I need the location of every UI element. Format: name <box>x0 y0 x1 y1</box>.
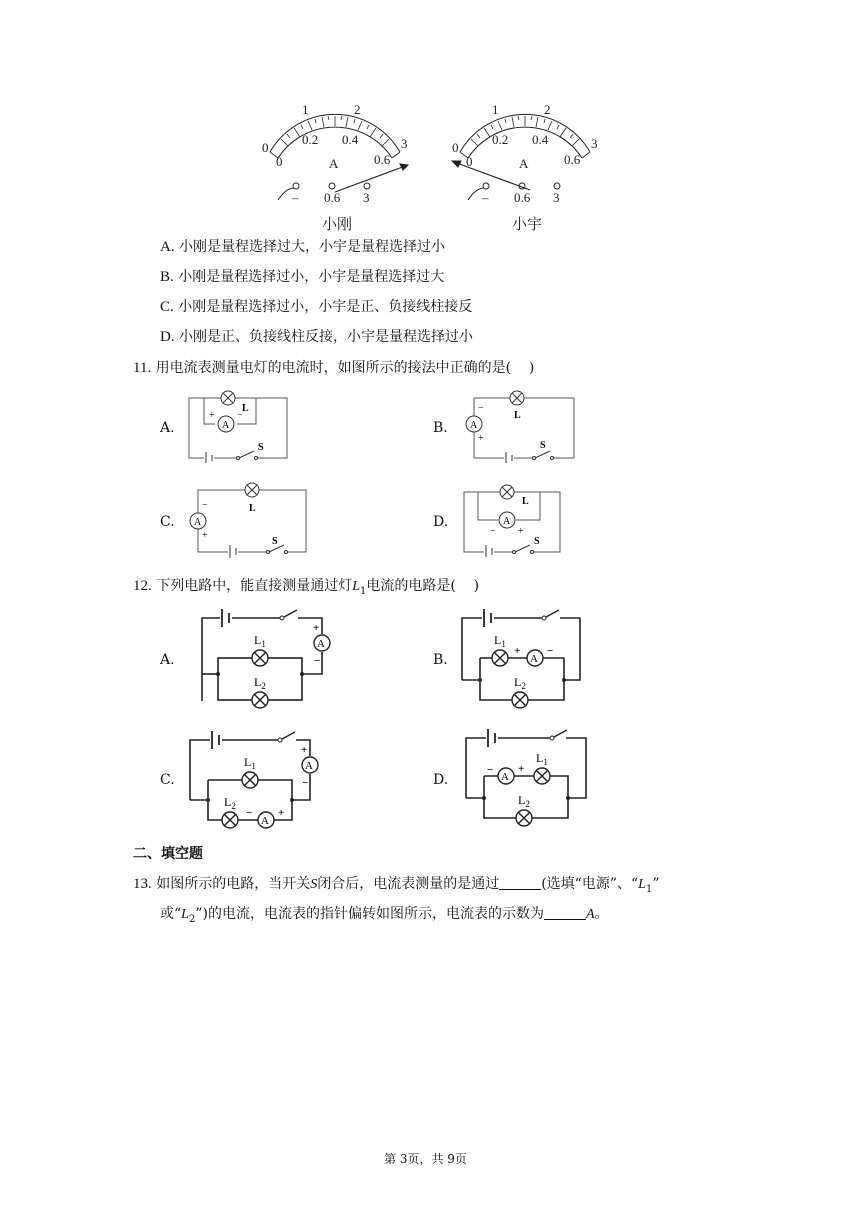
q11-letter-d[interactable]: D. <box>433 514 449 530</box>
q11-circuit-d <box>460 482 565 557</box>
q13-line-2 <box>160 905 609 929</box>
lamp-l1-icon <box>492 650 508 666</box>
right-end-0: 0 <box>452 140 459 155</box>
junction-dot <box>216 672 220 676</box>
plus-sign: + <box>518 526 524 537</box>
left-terminal-3: 3 <box>363 190 370 205</box>
left-inner-04: 0.4 <box>342 132 359 147</box>
l1-label: $L_1$ <box>494 633 506 649</box>
lamp-l2-icon <box>222 812 238 828</box>
left-terminal-06: 0.6 <box>324 190 341 205</box>
lamp-l2-icon <box>252 692 268 708</box>
ammeter-label: A <box>317 638 325 650</box>
q13-text-c: (选填“电源”、“ <box>541 876 639 892</box>
l1-label: $L_1$ <box>254 633 266 649</box>
q13-end: 。 <box>594 906 609 922</box>
q10-option-d-letter: D. <box>160 329 175 345</box>
switch-icon <box>532 451 554 462</box>
switch-icon <box>512 545 534 556</box>
q12-number: 12. <box>133 578 152 594</box>
plus-sign: + <box>518 763 525 775</box>
q13-l1-var: L <box>638 877 646 892</box>
right-end-3: 3 <box>591 136 598 151</box>
q13-text-e: 或“ <box>160 906 182 922</box>
battery-icon <box>504 452 514 463</box>
q12-letter-b[interactable]: B. <box>433 652 448 668</box>
q12-circuit-a <box>196 606 332 710</box>
minus-sign: − <box>237 410 243 421</box>
q12-stem-after: 电流的电路是( ) <box>366 578 480 594</box>
minus-sign: − <box>490 526 496 537</box>
left-meter-name: 小刚 <box>322 217 353 233</box>
right-scale-2: 2 <box>544 102 551 117</box>
lamp-l2-icon <box>516 810 532 826</box>
lamp-icon <box>245 483 259 497</box>
minus-sign: − <box>478 403 484 414</box>
q10-option-c-text: 小刚是量程选择过小，小宇是正、负接线柱接反 <box>178 299 473 315</box>
left-inner-06: 0.6 <box>374 152 391 167</box>
q10-option-c[interactable] <box>160 298 472 316</box>
q12-circuit-d <box>462 726 590 830</box>
q10-meters-figure <box>250 100 610 235</box>
left-scale-1: 1 <box>302 102 309 117</box>
q11-circuit-b <box>460 388 580 463</box>
l2-label: $L_2$ <box>518 793 530 809</box>
lamp-label: L <box>514 410 521 421</box>
l2-label: $L_2$ <box>224 795 236 811</box>
battery-icon <box>204 452 214 463</box>
left-scale-2: 2 <box>354 102 361 117</box>
switch-label: S <box>258 442 264 453</box>
l1-label: $L_1$ <box>536 751 548 767</box>
q11-number: 11. <box>133 360 152 376</box>
q10-option-b[interactable] <box>160 268 444 286</box>
q13-number: 13. <box>133 876 152 892</box>
q13-l1-sub: 1 <box>645 883 653 895</box>
right-terminal-neg: – <box>482 190 489 205</box>
right-unit: A <box>519 156 529 171</box>
q12-circuit-c <box>186 726 324 830</box>
page-footer: 第 3页，共 9页 <box>384 1152 467 1166</box>
minus-sign: − <box>202 500 208 511</box>
lamp-l2-icon <box>512 692 528 708</box>
switch-label: S <box>272 536 278 547</box>
q13-text-b: 闭合后，电流表测量的是通过 <box>317 876 500 892</box>
minus-sign: − <box>547 645 554 657</box>
q13-l2-var: L <box>181 907 189 922</box>
q13-unit: A <box>585 907 595 922</box>
left-end-0: 0 <box>262 140 269 155</box>
lamp-label: L <box>249 503 256 514</box>
junction-dot <box>482 796 486 800</box>
left-end-3: 3 <box>401 136 408 151</box>
q13-switch-var: S <box>310 877 318 892</box>
plus-sign: + <box>202 530 208 541</box>
q10-option-a-text: 小刚是量程选择过大，小宇是量程选择过小 <box>179 239 446 255</box>
lamp-icon <box>510 391 524 405</box>
minus-sign: − <box>302 777 309 789</box>
junction-dot <box>290 798 294 802</box>
switch-icon <box>278 732 295 742</box>
left-inner-0: 0 <box>276 154 283 169</box>
q12-stem-sub: 1 <box>360 585 367 597</box>
battery-icon <box>484 545 494 557</box>
right-scale-1: 1 <box>492 102 499 117</box>
q12-letter-a[interactable]: A. <box>160 652 175 668</box>
ammeter-label: A <box>530 653 538 665</box>
q10-option-d[interactable] <box>160 328 473 346</box>
ammeter-label: A <box>501 771 509 783</box>
q11-circuit-c <box>186 478 311 558</box>
q11-circuit-a <box>186 388 291 463</box>
section-heading-fill-in: 二、填空题 <box>133 846 203 862</box>
q13-line-1 <box>133 875 659 899</box>
lamp-l1-icon <box>242 772 258 788</box>
left-unit: A <box>329 156 339 171</box>
q13-blank-1[interactable] <box>499 875 541 890</box>
q10-option-a-letter: A. <box>160 239 175 255</box>
right-inner-0: 0 <box>466 154 473 169</box>
q10-option-b-text: 小刚是量程选择过小，小宇是量程选择过大 <box>178 269 445 285</box>
lamp-icon <box>500 485 514 499</box>
right-meter-name: 小宇 <box>512 217 543 233</box>
left-terminal-neg: – <box>292 190 299 205</box>
q13-text-f: ”)的电流，电流表的指针偏转如图所示，电流表的示数为 <box>195 906 544 922</box>
q10-option-d-text: 小刚是正、负接线柱反接，小宇是量程选择过小 <box>179 329 474 345</box>
battery-icon <box>488 729 495 747</box>
q11-letter-c[interactable]: C. <box>160 514 175 530</box>
q12-letter-c[interactable]: C. <box>160 772 175 788</box>
ammeter-label: A <box>503 516 511 527</box>
q11-stem <box>133 359 534 377</box>
ammeter-label: A <box>194 517 202 528</box>
q13-blank-2[interactable] <box>544 905 586 920</box>
right-inner-02: 0.2 <box>492 132 509 147</box>
right-inner-04: 0.4 <box>532 132 549 147</box>
q12-stem-before: 下列电路中，能直接测量通过灯 <box>156 578 353 594</box>
q10-option-a[interactable] <box>160 238 445 256</box>
minus-sign: − <box>314 655 321 667</box>
battery-icon <box>484 609 491 627</box>
l2-label: $L_2$ <box>254 675 266 691</box>
right-terminal-3: 3 <box>553 190 560 205</box>
junction-dot <box>566 796 570 800</box>
junction-dot <box>562 678 566 682</box>
plus-sign: + <box>313 622 320 634</box>
plus-sign: + <box>301 744 308 756</box>
q11-letter-a[interactable]: A. <box>160 420 175 436</box>
plus-sign: + <box>209 410 215 421</box>
left-inner-02: 0.2 <box>302 132 319 147</box>
q10-option-b-letter: B. <box>160 269 174 285</box>
l1-label: $L_1$ <box>244 755 256 771</box>
ammeter-label-2: A <box>261 815 269 827</box>
junction-dot <box>206 798 210 802</box>
q12-circuit-b <box>458 606 586 710</box>
switch-icon <box>280 610 297 620</box>
plus-sign: + <box>514 645 521 657</box>
ammeter-label: A <box>222 420 230 431</box>
minus-sign-2: − <box>246 807 253 819</box>
q11-letter-b[interactable]: B. <box>433 420 448 436</box>
minus-sign: − <box>487 764 494 776</box>
right-inner-06: 0.6 <box>564 152 581 167</box>
switch-label: S <box>534 536 540 547</box>
ammeter-label: A <box>305 760 313 772</box>
lamp-l1-icon <box>534 768 550 784</box>
right-terminal-06: 0.6 <box>514 190 531 205</box>
battery-icon <box>222 609 229 627</box>
lamp-l1-icon <box>252 650 268 666</box>
q11-stem-text: 用电流表测量电灯的电流时，如图所示的接法中正确的是( ) <box>155 360 535 376</box>
q13-text-d: ” <box>652 876 660 892</box>
q12-stem <box>133 577 479 601</box>
switch-icon <box>550 730 567 740</box>
battery-icon <box>228 545 238 558</box>
lamp-label: L <box>242 403 249 414</box>
switch-icon <box>236 451 258 462</box>
plus-sign-2: + <box>278 807 285 819</box>
lamp-icon <box>221 391 235 405</box>
junction-dot <box>300 672 304 676</box>
q13-text-a: 如图所示的电路，当开关 <box>156 876 311 892</box>
plus-sign: + <box>478 433 484 444</box>
q12-stem-var: L <box>352 579 360 594</box>
lamp-label: L <box>522 496 529 507</box>
ammeter-label: A <box>470 420 478 431</box>
l2-label: $L_2$ <box>514 675 526 691</box>
switch-icon <box>542 610 559 620</box>
junction-dot <box>478 678 482 682</box>
q13-l2-sub: 2 <box>188 913 196 925</box>
battery-icon <box>212 731 219 749</box>
switch-label: S <box>540 440 546 451</box>
q10-option-c-letter: C. <box>160 299 174 315</box>
q12-letter-d[interactable]: D. <box>433 772 449 788</box>
